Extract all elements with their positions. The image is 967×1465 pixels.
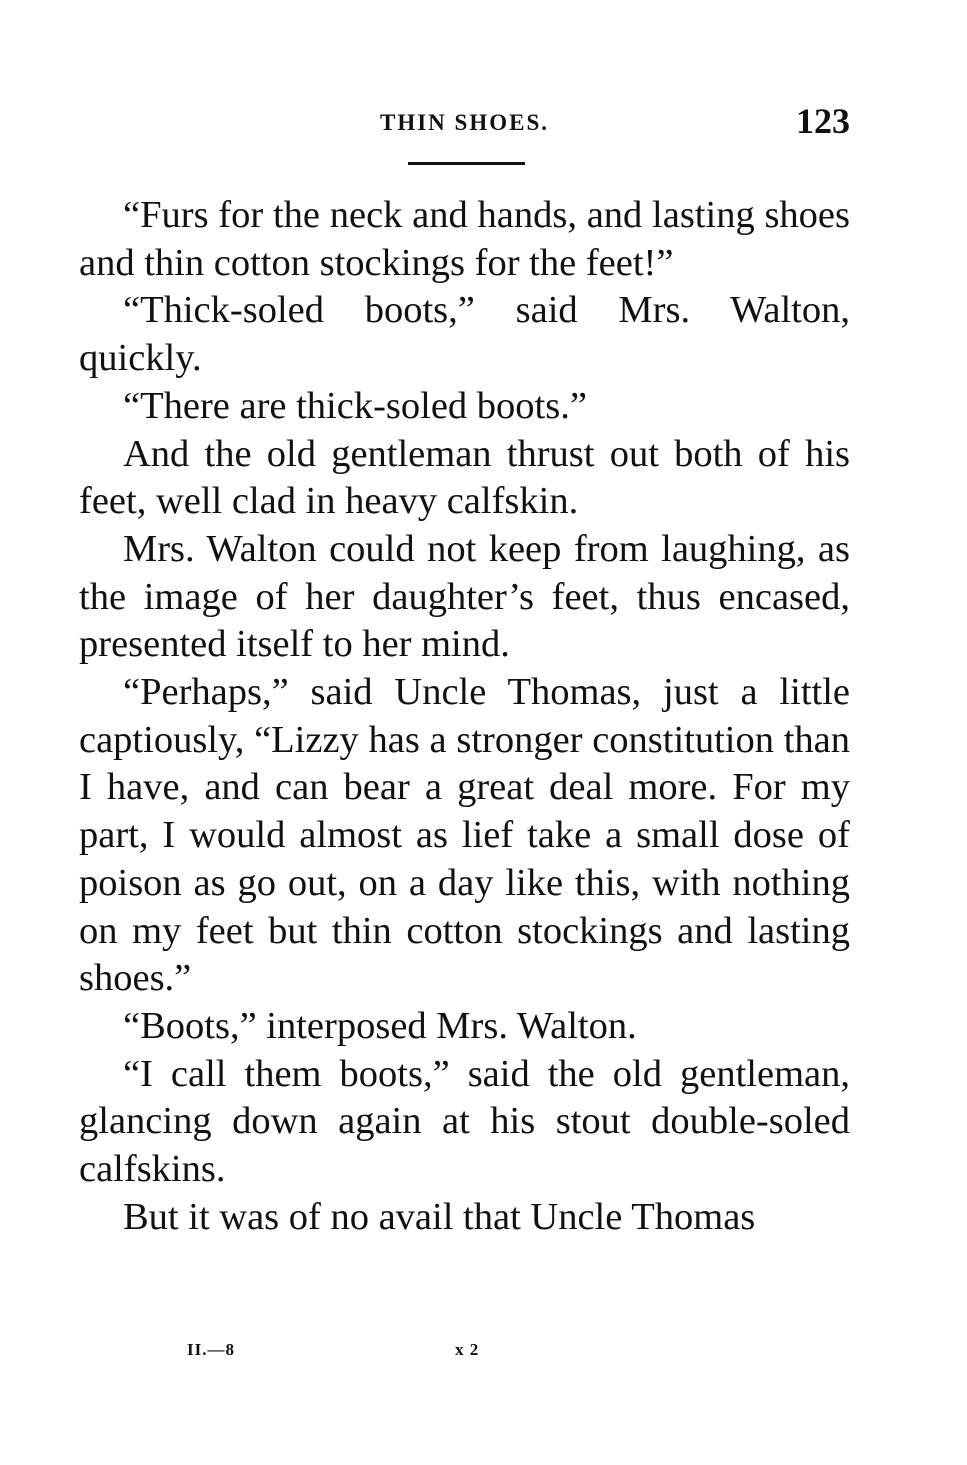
paragraph: “Perhaps,” said Uncle Thomas, just a little captiously, “Lizzy has a stronger constitution than I have, and can bear a great deal more. For my part, I would almost as lief take a small dose of poison as go out, on a day like this, with nothing on my feet but thin cotton stockings and lasting shoes.” (79, 671, 850, 1000)
paragraph: “I call them boots,” said the old gentleman, glancing down again at his stout double-soled calfskins. (79, 1052, 850, 1191)
paragraph: But it was of no avail that Uncle Thomas (123, 1195, 756, 1238)
body-text (79, 192, 850, 1241)
paragraph: Mrs. Walton could not keep from laughing, as the image of her daughter’s feet, thus encased, presented itself to her mind. (79, 527, 850, 666)
paragraph: And the old gentleman thrust out both of his feet, well clad in heavy calfskin. (79, 432, 850, 523)
header-rule (408, 162, 525, 165)
signature-mark: II.—8 (187, 1340, 235, 1359)
gathering-mark: x 2 (455, 1340, 480, 1359)
running-head (79, 100, 850, 148)
paragraph: “There are thick-soled boots.” (123, 384, 587, 427)
paragraph: “Thick-soled boots,” said Mrs. Walton, quickly. (79, 289, 850, 380)
running-title: THIN SHOES. (380, 110, 549, 135)
paragraph: “Boots,” interposed Mrs. Walton. (123, 1004, 637, 1047)
paragraph: “Furs for the neck and hands, and lasting shoes and thin cotton stockings for the feet!” (79, 194, 850, 284)
page-footer (79, 1340, 850, 1370)
page-number: 123 (796, 101, 850, 141)
